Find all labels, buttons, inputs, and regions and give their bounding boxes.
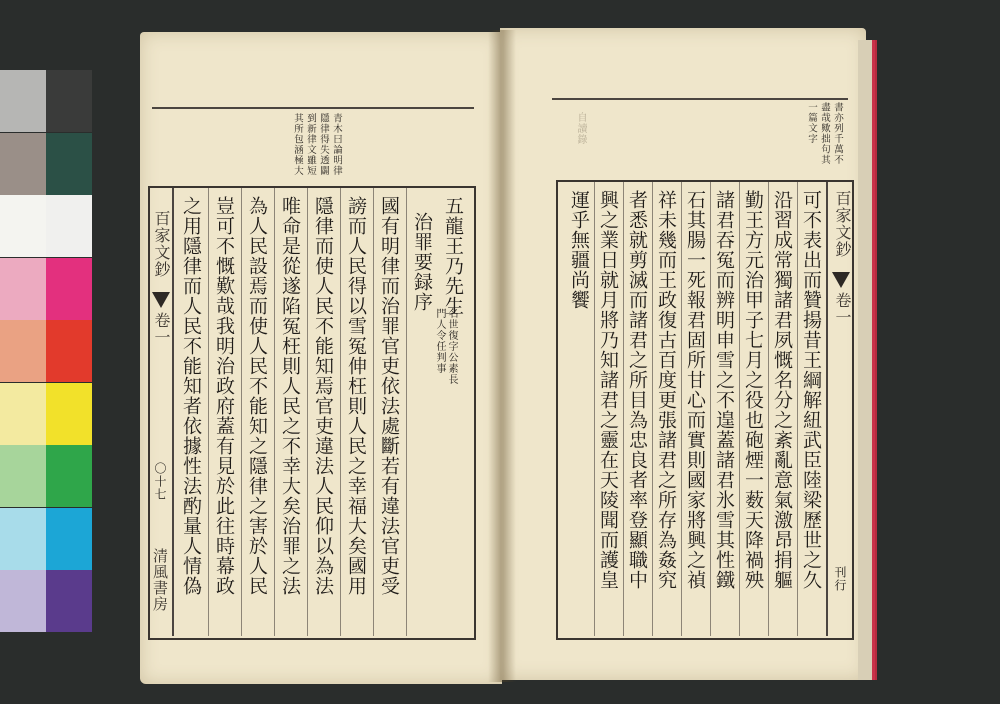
top-note-right-2: 盡哉歟拙句其 (819, 102, 830, 165)
side-marker: 刊行 (833, 566, 847, 592)
book-gutter (488, 30, 516, 682)
top-note-right-1: 書亦列千萬不 (832, 102, 843, 165)
color-swatch (0, 570, 46, 632)
column-rule (594, 182, 595, 636)
color-swatch (0, 70, 46, 132)
book-title-right: 百家文鈔 (833, 190, 852, 258)
color-swatch (0, 195, 46, 257)
body-column-r4: 諸君吞冤而辨明申雪之不遑蓋諸君氷雪其性鐵 (713, 190, 735, 590)
column-rule (373, 188, 374, 636)
top-note-right-3: 一篇文字 (806, 102, 817, 144)
color-swatch (46, 258, 92, 320)
column-rule (208, 188, 209, 636)
color-swatch (46, 508, 92, 570)
page-number: 〇十七 (153, 462, 167, 501)
color-calibration-strip (0, 70, 92, 633)
column-rule (307, 188, 308, 636)
top-rule-right (552, 98, 848, 100)
top-note-4: 其所包涵極大 (292, 113, 303, 176)
author-note-2: 門人令任判事 (434, 308, 445, 374)
book-title: 百家文鈔 (152, 210, 171, 278)
top-note-1: 青木曰論明律 (331, 113, 342, 176)
column-rule (274, 188, 275, 636)
color-swatch (0, 508, 46, 570)
side-divider-right (826, 182, 828, 636)
body-column-r8: 興之業日就月將乃知諸君之靈在天陵聞而護皇 (597, 190, 619, 590)
body-column-7: 之用隱律而人民不能知者依據性法酌量人情偽 (180, 196, 202, 596)
column-rule (241, 188, 242, 636)
body-column-r6: 祥未幾而王政復古百度更張諸君之所存為姦究 (655, 190, 677, 590)
body-column-4: 唯命是從遂陷冤枉則人民之不幸大矣治罪之法 (279, 196, 301, 596)
body-column-1: 國有明律而治罪官吏依法處斷若有違法官吏受 (378, 196, 400, 596)
volume-label-right: 卷一 (833, 292, 852, 326)
essay-title: 治罪要録序 (411, 212, 433, 312)
color-swatch (46, 383, 92, 445)
column-rule (768, 182, 769, 636)
volume-label: 卷一 (152, 312, 171, 346)
body-column-r3: 勤王方元治甲子七月之役也砲煙一薮天降禍殃 (742, 190, 764, 590)
body-column-r7: 者悉就剪滅而諸君之所目為忠良者率登顯職中 (626, 190, 648, 590)
author-note-1: 名世復字公素長 (446, 308, 457, 385)
body-column-3: 隱律而使人民不能知焉官吏違法人民仰以為法 (312, 196, 334, 596)
color-swatch (46, 70, 92, 132)
column-rule (652, 182, 653, 636)
top-note-2: 隱律得失透闢 (318, 113, 329, 176)
color-swatch (46, 320, 92, 382)
top-rule (152, 107, 474, 109)
color-swatch (46, 570, 92, 632)
body-column-r5: 石其腸一死報君固所甘心而實則國家將興之禎 (684, 190, 706, 590)
fishtail-mark-right (832, 272, 850, 288)
body-column-2: 謗而人民得以雪冤伸枉則人民之幸福大矣國用 (345, 196, 367, 596)
column-rule (406, 188, 407, 636)
column-rule (623, 182, 624, 636)
color-swatch (0, 383, 46, 445)
color-swatch (46, 445, 92, 507)
page-edges (858, 40, 875, 680)
body-column-r9: 運乎無疆尚饗 (568, 190, 590, 310)
column-rule (681, 182, 682, 636)
fishtail-mark (152, 292, 170, 308)
color-swatch (46, 195, 92, 257)
column-rule (710, 182, 711, 636)
body-column-r1: 可不表出而贊揚昔王綱解紐武臣陸梁歷世之久 (800, 190, 822, 590)
column-rule (739, 182, 740, 636)
column-rule (797, 182, 798, 636)
color-swatch (0, 320, 46, 382)
color-swatch (46, 133, 92, 195)
color-swatch (0, 133, 46, 195)
body-column-5: 為人民設焉而使人民不能知之隱律之害於人民 (246, 196, 268, 596)
column-rule (340, 188, 341, 636)
body-column-r2: 沿習成常獨諸君夙慨名分之紊亂意氣激昂捐軀 (771, 190, 793, 590)
publisher: 清風書房 (151, 548, 169, 612)
body-column-6: 豈可不慨歎哉我明治政府蓋有見於此往時幕政 (213, 196, 235, 596)
top-note-3: 到新律文雖短 (305, 113, 316, 176)
faint-title: 自讀錄 (575, 112, 586, 145)
color-swatch (0, 445, 46, 507)
author-name: 五龍王乃先生 (442, 196, 464, 316)
color-swatch (0, 258, 46, 320)
